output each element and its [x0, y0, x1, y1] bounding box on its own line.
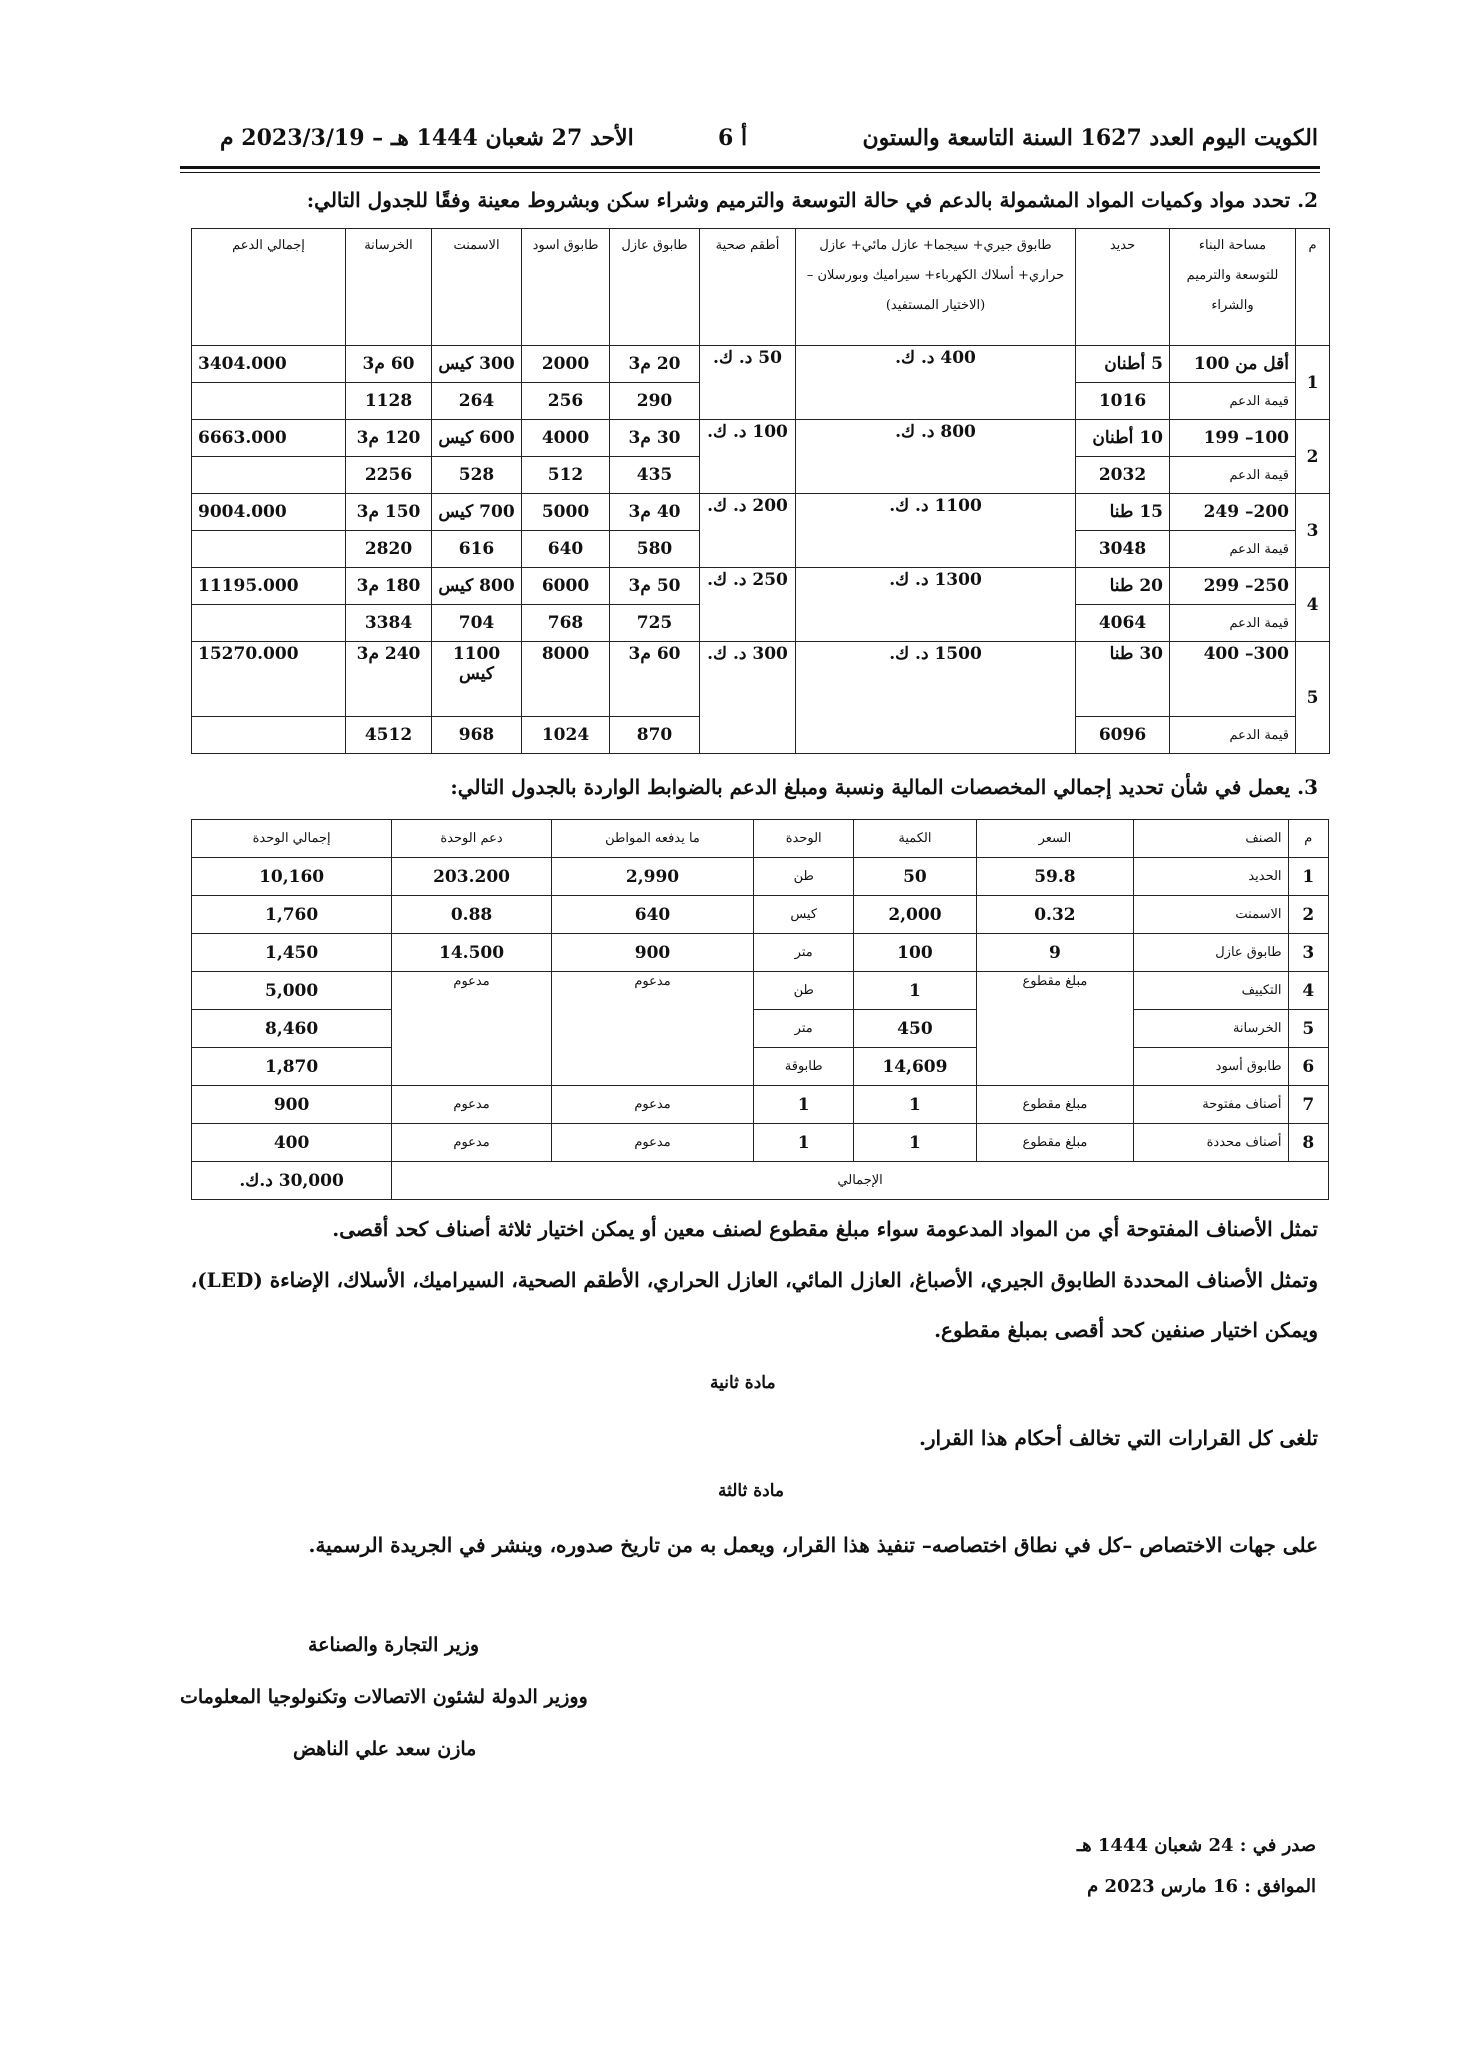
- cell-m: 1: [1288, 858, 1328, 896]
- cell-unit: متر: [754, 1010, 854, 1048]
- cell-unit: متر: [754, 934, 854, 972]
- header-m: م: [1296, 229, 1330, 346]
- cell-iron-val: 1016: [1076, 383, 1170, 420]
- cell-m: 1: [1296, 346, 1330, 420]
- cell-concrete: 60 م3: [346, 346, 432, 383]
- article-3-text: على جهات الاختصاص –كل في نطاق اختصاصه– تنفيذ هذا القرار، ويعمل به من تاريخ صدوره، وينشر في الجريدة الرسمية.: [308, 1533, 1318, 1557]
- table-row: [192, 346, 1330, 383]
- cell-total: 1,450: [192, 934, 392, 972]
- paragraph-3: 3. يعمل في شأن تحديد إجمالي المخصصات المالية ونسبة ومبلغ الدعم بالضوابط الواردة بالجدول التالي:: [450, 775, 1318, 799]
- cell-total: 900: [192, 1086, 392, 1124]
- cell-insul-val: 870: [610, 717, 700, 754]
- issued-hijri: صدر في : 24 شعبان 1444 هـ: [1076, 1835, 1316, 1856]
- cell-support: 14.500: [392, 934, 552, 972]
- cell-total: 8,460: [192, 1010, 392, 1048]
- paragraph-2: 2. تحدد مواد وكميات المواد المشمولة بالدعم في حالة التوسعة والترميم وشراء سكن وبشروط معينة وفقًا للجدول التالي:: [306, 188, 1318, 212]
- cell-area: 200– 249: [1170, 494, 1296, 531]
- signature-name: مازن سعد علي الناهض: [293, 1738, 477, 1760]
- cell-concrete: 150 م3: [346, 494, 432, 531]
- cell-m: 3: [1288, 934, 1328, 972]
- issued-gregorian: الموافق : 16 مارس 2023 م: [1087, 1876, 1316, 1897]
- cell-insul: 60 م3: [610, 642, 700, 717]
- cell-citizen: 640: [551, 896, 753, 934]
- cell-concrete: 180 م3: [346, 568, 432, 605]
- header-date: الأحد 27 شعبان 1444 هـ – 2023/3/19 م: [220, 125, 634, 151]
- table-row: [192, 420, 1330, 457]
- cell-m: 5: [1296, 642, 1330, 754]
- cell-price-merged: مبلغ مقطوع: [976, 972, 1134, 1086]
- table-total-row: [192, 1162, 1329, 1200]
- cell-iron: 10 أطنان: [1076, 420, 1170, 457]
- body-line-3: ويمكن اختيار صنفين كحد أقصى بمبلغ مقطوع.: [934, 1318, 1318, 1342]
- cell-support: 0.88: [392, 896, 552, 934]
- cell-total: 9004.000: [192, 494, 346, 531]
- cell-concrete-val: 1128: [346, 383, 432, 420]
- cell-item: أصناف مفتوحة: [1134, 1086, 1288, 1124]
- cell-concrete: 240 م3: [346, 642, 432, 717]
- cell-value-label: قيمة الدعم: [1170, 457, 1296, 494]
- signature-title-2: ووزير الدولة لشئون الاتصالات وتكنولوجيا المعلومات: [180, 1686, 588, 1708]
- total-label: الإجمالي: [392, 1162, 1329, 1200]
- header-mix: طابوق جيري+ سيجما+ عازل مائي+ عازل حراري+ أسلاك الكهرباء+ سيراميك وبورسلان – (الاختيار المستفيد): [796, 229, 1076, 346]
- cell-m: 2: [1288, 896, 1328, 934]
- cell-item: الاسمنت: [1134, 896, 1288, 934]
- cell-sanitary: 300 د. ك.: [700, 642, 796, 754]
- gazette-header-title: الكويت اليوم العدد 1627 السنة التاسعة والستون: [862, 125, 1318, 151]
- cell-cement: 600 كيس: [432, 420, 522, 457]
- cell-empty: [192, 383, 346, 420]
- cell-support: 203.200: [392, 858, 552, 896]
- article-2-text: تلغى كل القرارات التي تخالف أحكام هذا القرار.: [918, 1426, 1318, 1450]
- cell-value-label: قيمة الدعم: [1170, 605, 1296, 642]
- cell-area: 250– 299: [1170, 568, 1296, 605]
- cell-black: 2000: [522, 346, 610, 383]
- cell-unit: 1: [754, 1124, 854, 1162]
- cell-empty: [192, 531, 346, 568]
- header-cement: الاسمنت: [432, 229, 522, 346]
- grand-total: 30,000 د.ك.: [192, 1162, 392, 1200]
- cell-total: 15270.000: [192, 642, 346, 717]
- cell-price: مبلغ مقطوع: [976, 1124, 1134, 1162]
- cell-black: 8000: [522, 642, 610, 717]
- cell-qty: 1: [854, 972, 976, 1010]
- cell-price: مبلغ مقطوع: [976, 1086, 1134, 1124]
- cell-concrete-val: 4512: [346, 717, 432, 754]
- header-item: الصنف: [1134, 820, 1288, 858]
- cell-iron-val: 6096: [1076, 717, 1170, 754]
- cell-insul-val: 580: [610, 531, 700, 568]
- table-header-row: [192, 229, 1330, 346]
- cell-m: 4: [1296, 568, 1330, 642]
- cell-item: الحديد: [1134, 858, 1288, 896]
- cell-black-val: 256: [522, 383, 610, 420]
- article-2-title: مادة ثانية: [710, 1373, 776, 1393]
- cell-total: 5,000: [192, 972, 392, 1010]
- header-rule-thick: [180, 166, 1320, 169]
- cell-area: 300– 400: [1170, 642, 1296, 717]
- page-number: أ 6: [718, 125, 748, 151]
- cell-item: أصناف محددة: [1134, 1124, 1288, 1162]
- cell-iron: 20 طنا: [1076, 568, 1170, 605]
- cell-area: 100– 199: [1170, 420, 1296, 457]
- cell-unit: طابوقة: [754, 1048, 854, 1086]
- cell-cement-val: 704: [432, 605, 522, 642]
- table-row: [192, 896, 1329, 934]
- cell-cement-val: 264: [432, 383, 522, 420]
- cell-cement-val: 616: [432, 531, 522, 568]
- cell-insul-val: 725: [610, 605, 700, 642]
- cell-price: 9: [976, 934, 1134, 972]
- cell-total: 400: [192, 1124, 392, 1162]
- header-sanitary: أطقم صحية: [700, 229, 796, 346]
- cell-citizen: مدعوم: [551, 1124, 753, 1162]
- cell-mix: 1100 د. ك.: [796, 494, 1076, 568]
- cell-support: مدعوم: [392, 1086, 552, 1124]
- table-row: [192, 934, 1329, 972]
- cell-iron-val: 3048: [1076, 531, 1170, 568]
- signature-title-1: وزير التجارة والصناعة: [308, 1634, 480, 1656]
- table-row: [192, 1124, 1329, 1162]
- cell-black-val: 512: [522, 457, 610, 494]
- header-unit: الوحدة: [754, 820, 854, 858]
- allocations-table: [191, 819, 1329, 1200]
- cell-qty: 450: [854, 1010, 976, 1048]
- table-row: [192, 642, 1330, 717]
- cell-m: 4: [1288, 972, 1328, 1010]
- cell-cement: 700 كيس: [432, 494, 522, 531]
- cell-m: 7: [1288, 1086, 1328, 1124]
- table-row: [192, 1010, 1329, 1048]
- header-price: السعر: [976, 820, 1134, 858]
- cell-total: 10,160: [192, 858, 392, 896]
- cell-black: 4000: [522, 420, 610, 457]
- cell-qty: 100: [854, 934, 976, 972]
- table-row: [192, 972, 1329, 1010]
- header-citizen: ما يدفعه المواطن: [551, 820, 753, 858]
- cell-black: 5000: [522, 494, 610, 531]
- body-line-1: تمثل الأصناف المفتوحة أي من المواد المدعومة سواء مبلغ مقطوع لصنف معين أو يمكن اختيار ثلاثة أصناف كحد أقصى.: [332, 1217, 1318, 1241]
- cell-total: 6663.000: [192, 420, 346, 457]
- header-black-brick: طابوق اسود: [522, 229, 610, 346]
- cell-m: 2: [1296, 420, 1330, 494]
- cell-mix: 1500 د. ك.: [796, 642, 1076, 754]
- cell-qty: 50: [854, 858, 976, 896]
- cell-iron: 30 طنا: [1076, 642, 1170, 717]
- cell-mix: 400 د. ك.: [796, 346, 1076, 420]
- cell-qty: 1: [854, 1086, 976, 1124]
- cell-black: 6000: [522, 568, 610, 605]
- cell-black-val: 768: [522, 605, 610, 642]
- cell-sanitary: 50 د. ك.: [700, 346, 796, 420]
- cell-price: 59.8: [976, 858, 1134, 896]
- cell-item: الخرسانة: [1134, 1010, 1288, 1048]
- cell-mix: 1300 د. ك.: [796, 568, 1076, 642]
- cell-sanitary: 100 د. ك.: [700, 420, 796, 494]
- cell-black-val: 1024: [522, 717, 610, 754]
- table-row: [192, 1048, 1329, 1086]
- cell-price: 0.32: [976, 896, 1134, 934]
- cell-support: مدعوم: [392, 1124, 552, 1162]
- cell-cement-val: 528: [432, 457, 522, 494]
- cell-total: 11195.000: [192, 568, 346, 605]
- cell-insul: 50 م3: [610, 568, 700, 605]
- cell-mix: 800 د. ك.: [796, 420, 1076, 494]
- cell-citizen: 900: [551, 934, 753, 972]
- cell-cement: 300 كيس: [432, 346, 522, 383]
- cell-total: 1,760: [192, 896, 392, 934]
- header-iron: حديد: [1076, 229, 1170, 346]
- cell-iron-val: 4064: [1076, 605, 1170, 642]
- table-row: [192, 1086, 1329, 1124]
- table-header-row: [192, 820, 1329, 858]
- cell-sanitary: 250 د. ك.: [700, 568, 796, 642]
- cell-insul: 30 م3: [610, 420, 700, 457]
- cell-empty: [192, 717, 346, 754]
- cell-citizen: مدعوم: [551, 1086, 753, 1124]
- header-qty: الكمية: [854, 820, 976, 858]
- cell-insul-val: 435: [610, 457, 700, 494]
- cell-concrete-val: 2820: [346, 531, 432, 568]
- cell-insul-val: 290: [610, 383, 700, 420]
- cell-cement: 800 كيس: [432, 568, 522, 605]
- article-3-title: مادة ثالثة: [718, 1481, 785, 1501]
- cell-item: طابوق أسود: [1134, 1048, 1288, 1086]
- body-line-2: وتمثل الأصناف المحددة الطابوق الجيري، الأصباغ، العازل المائي، العازل الحراري، الأطقم الصحية، السيراميك، الأسلاك، الإضاءة (LED)،: [190, 1268, 1318, 1292]
- cell-insul: 40 م3: [610, 494, 700, 531]
- cell-m: 8: [1288, 1124, 1328, 1162]
- cell-concrete-val: 2256: [346, 457, 432, 494]
- cell-total: 3404.000: [192, 346, 346, 383]
- cell-unit: 1: [754, 1086, 854, 1124]
- table-row: [192, 568, 1330, 605]
- table-row: [192, 494, 1330, 531]
- cell-total: 1,870: [192, 1048, 392, 1086]
- header-concrete: الخرسانة: [346, 229, 432, 346]
- header-m: م: [1288, 820, 1328, 858]
- cell-qty: 1: [854, 1124, 976, 1162]
- cell-citizen-merged: مدعوم: [551, 972, 753, 1086]
- cell-black-val: 640: [522, 531, 610, 568]
- cell-support-merged: مدعوم: [392, 972, 552, 1086]
- cell-citizen: 2,990: [551, 858, 753, 896]
- cell-value-label: قيمة الدعم: [1170, 383, 1296, 420]
- header-total: إجمالي الوحدة: [192, 820, 392, 858]
- cell-item: طابوق عازل: [1134, 934, 1288, 972]
- cell-cement-val: 968: [432, 717, 522, 754]
- cell-empty: [192, 457, 346, 494]
- cell-unit: طن: [754, 858, 854, 896]
- cell-qty: 14,609: [854, 1048, 976, 1086]
- cell-insul: 20 م3: [610, 346, 700, 383]
- cell-iron: 5 أطنان: [1076, 346, 1170, 383]
- table-row: [192, 858, 1329, 896]
- materials-table: [191, 228, 1330, 754]
- cell-concrete-val: 3384: [346, 605, 432, 642]
- header-rule-thin: [180, 172, 1320, 173]
- header-insul-brick: طابوق عازل: [610, 229, 700, 346]
- cell-sanitary: 200 د. ك.: [700, 494, 796, 568]
- cell-value-label: قيمة الدعم: [1170, 717, 1296, 754]
- cell-unit: طن: [754, 972, 854, 1010]
- cell-iron-val: 2032: [1076, 457, 1170, 494]
- cell-area: أقل من 100: [1170, 346, 1296, 383]
- cell-empty: [192, 605, 346, 642]
- cell-m: 5: [1288, 1010, 1328, 1048]
- header-total: إجمالي الدعم: [192, 229, 346, 346]
- cell-iron: 15 طنا: [1076, 494, 1170, 531]
- cell-cement: 1100 كيس: [432, 642, 522, 717]
- cell-qty: 2,000: [854, 896, 976, 934]
- cell-concrete: 120 م3: [346, 420, 432, 457]
- cell-m: 6: [1288, 1048, 1328, 1086]
- cell-item: التكييف: [1134, 972, 1288, 1010]
- header-support: دعم الوحدة: [392, 820, 552, 858]
- cell-value-label: قيمة الدعم: [1170, 531, 1296, 568]
- header-area: مساحة البناء للتوسعة والترميم والشراء: [1170, 229, 1296, 346]
- cell-m: 3: [1296, 494, 1330, 568]
- cell-unit: كيس: [754, 896, 854, 934]
